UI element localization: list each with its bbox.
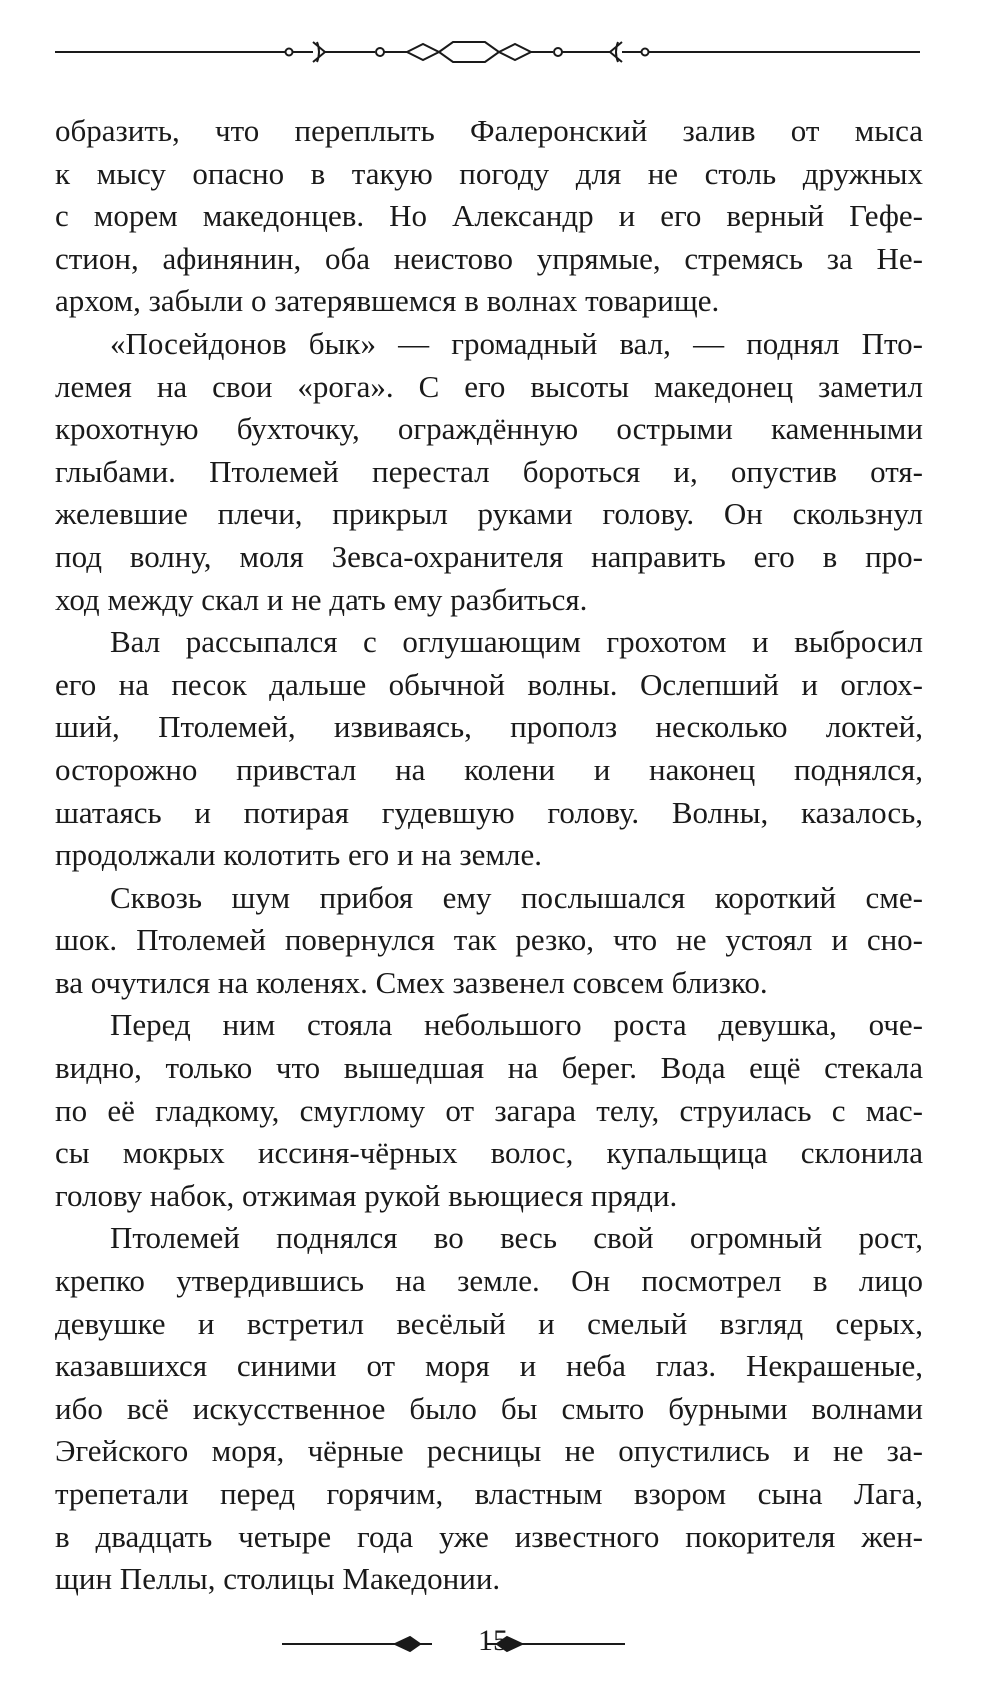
text-line: девушке и встретил весёлый и смелый взгляд серых, [55,1305,923,1341]
page-number: 15 [478,1624,508,1657]
text-line: Вал рассыпался с оглушающим грохотом и выбросил [110,624,923,660]
text-line: Эгейского моря, чёрные ресницы не опустились и не за- [55,1433,923,1469]
text-line: продолжали колотить его и на земле. [55,837,542,873]
body-text [55,110,923,1601]
paragraph [55,1217,923,1600]
text-line: в двадцать четыре года уже известного покорителя жен- [55,1518,923,1554]
text-line: щин Пеллы, столицы Македонии. [55,1561,501,1597]
text-line: его на песок дальше обычной волны. Ослепший и оглох- [55,666,923,702]
paragraph [55,323,923,621]
text-line: стион, афинянин, оба неистово упрямые, стремясь за Не- [55,240,923,276]
text-line: видно, только что вышедшая на берег. Вода ещё стекала [55,1050,923,1086]
text-line: лемея на свои «рога». С его высоты македонец заметил [55,368,923,404]
text-line: крепко утвердившись на земле. Он посмотрел в лицо [55,1263,923,1299]
text-line: осторожно привстал на колени и наконец поднялся, [55,751,923,787]
text-line: голову набок, отжимая рукой вьющиеся пряди. [55,1177,678,1213]
text-line: глыбами. Птолемей перестал бороться и, опустив отя- [55,453,923,489]
text-line: трепетали перед горячим, властным взором сына Лага, [55,1476,923,1511]
text-line: ход между скал и не дать ему разбиться. [55,581,588,617]
text-line: архом, забыли о затерявшемся в волнах товарище. [55,283,720,319]
paragraph [55,110,923,323]
text-line: с морем македонцев. Но Александр и его верный Гефе- [55,198,923,234]
text-line: казавшихся синими от моря и неба глаз. Некрашеные, [55,1348,923,1384]
text-line: Перед ним стояла небольшого роста девушка, оче- [110,1007,923,1043]
text-line: крохотную бухточку, ограждённую острыми каменными [55,411,923,447]
top-ornament [55,34,920,70]
paragraph [55,1004,923,1217]
paragraph [55,621,923,877]
text-line: по её гладкому, смуглому от загара телу, струилась с мас- [55,1092,923,1128]
text-line: под волну, моля Зевса-охранителя направить его в про- [55,538,923,574]
text-line: к мысу опасно в такую погоду для не столь дружных [55,155,923,191]
text-line: «Посейдонов бык» — громадный вал, — поднял Пто- [110,325,923,361]
paragraph [55,877,923,1005]
text-line: сы мокрых иссиня-чёрных волос, купальщица склонила [55,1135,923,1171]
text-line: ва очутился на коленях. Смех зазвенел совсем близко. [55,964,768,1000]
text-line: Птолемей поднялся во весь свой огромный рост, [110,1220,923,1256]
text-line: ший, Птолемей, извиваясь, прополз несколько локтей, [55,709,923,745]
text-line: ибо всё искусственное было бы смыто бурными волнами [55,1390,923,1426]
text-line: желевшие плечи, прикрыл руками голову. Он скользнул [55,496,923,532]
text-line: Сквозь шум прибоя ему послышался короткий сме- [110,879,923,915]
text-line: образить, что переплыть Фалеронский залив от мыса [55,113,923,148]
text-line: шок. Птолемей повернулся так резко, что не устоял и сно- [55,922,923,958]
text-line: шатаясь и потирая гудевшую голову. Волны, казалось, [55,794,923,830]
